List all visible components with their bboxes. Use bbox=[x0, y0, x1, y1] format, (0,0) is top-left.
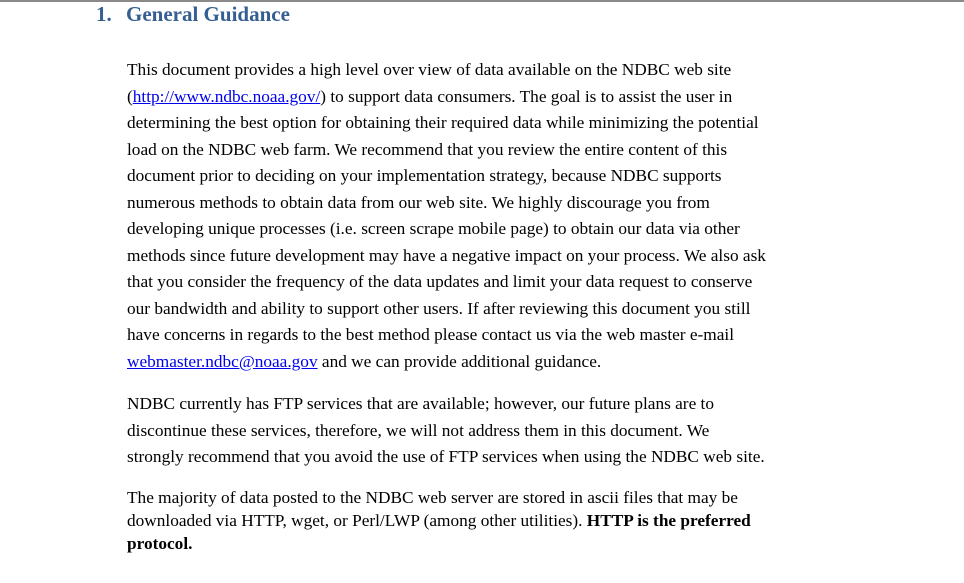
overview-line-11: have concerns in regards to the best method please contact us via the web master e-mail bbox=[127, 325, 735, 344]
http-line-2 bbox=[127, 509, 751, 532]
overview-line-12-text: and we can provide additional guidance. bbox=[317, 351, 602, 371]
overview-line-3: determining the best option for obtaining their required data while minimizing the potential bbox=[127, 113, 759, 132]
protocol-emphasis: protocol. bbox=[127, 534, 193, 553]
paragraph-overview bbox=[127, 57, 766, 375]
overview-line-4: load on the NDBC web farm. We recommend that you review the entire content of this bbox=[127, 139, 728, 159]
overview-line-10: our bandwidth and ability to support other users. If after reviewing this document you still bbox=[127, 298, 751, 318]
overview-line-12 bbox=[127, 349, 766, 376]
http-preferred-emphasis: HTTP is the preferred bbox=[586, 511, 751, 530]
http-line-1: The majority of data posted to the NDBC web server are stored in ascii files that may be bbox=[127, 488, 738, 507]
open-paren: ( bbox=[127, 86, 133, 106]
ftp-line-1: NDBC currently has FTP services that are available; however, our future plans are to bbox=[127, 394, 714, 413]
webmaster-email-link[interactable]: webmaster.ndbc@noaa.gov bbox=[127, 351, 318, 371]
ftp-line-3: strongly recommend that you avoid the use of FTP services when using the NDBC web site. bbox=[127, 447, 765, 466]
overview-line-7: developing unique processes (i.e. screen scrape mobile page) to obtain our data via other bbox=[127, 219, 740, 238]
overview-line-6: numerous methods to obtain data from our web site. We highly discourage you from bbox=[127, 192, 710, 212]
overview-line-9: that you consider the frequency of the data updates and limit your data request to conserve bbox=[127, 272, 753, 291]
overview-line-8: methods since future development may have a negative impact on your process. We also ask bbox=[127, 245, 766, 265]
http-line-3 bbox=[127, 532, 751, 555]
paragraph-ftp bbox=[127, 391, 765, 471]
overview-line-2-text: ) to support data consumers. The goal is to assist the user in bbox=[320, 86, 733, 106]
ftp-line-2: discontinue these services, therefore, we will not address them in this document. We bbox=[127, 420, 710, 440]
ndbc-website-link[interactable]: http://www.ndbc.noaa.gov/ bbox=[132, 86, 321, 106]
section-heading bbox=[96, 1, 290, 27]
section-title: General Guidance bbox=[126, 2, 290, 26]
overview-line-5: document prior to deciding on your implementation strategy, because NDBC supports bbox=[127, 166, 722, 185]
section-number: 1. bbox=[96, 2, 112, 26]
overview-line-1: This document provides a high level over view of data available on the NDBC web site bbox=[127, 60, 732, 79]
paragraph-http bbox=[127, 486, 751, 555]
overview-line-2 bbox=[127, 84, 766, 111]
http-line-2-text: downloaded via HTTP, wget, or Perl/LWP (among other utilities). bbox=[127, 511, 587, 530]
